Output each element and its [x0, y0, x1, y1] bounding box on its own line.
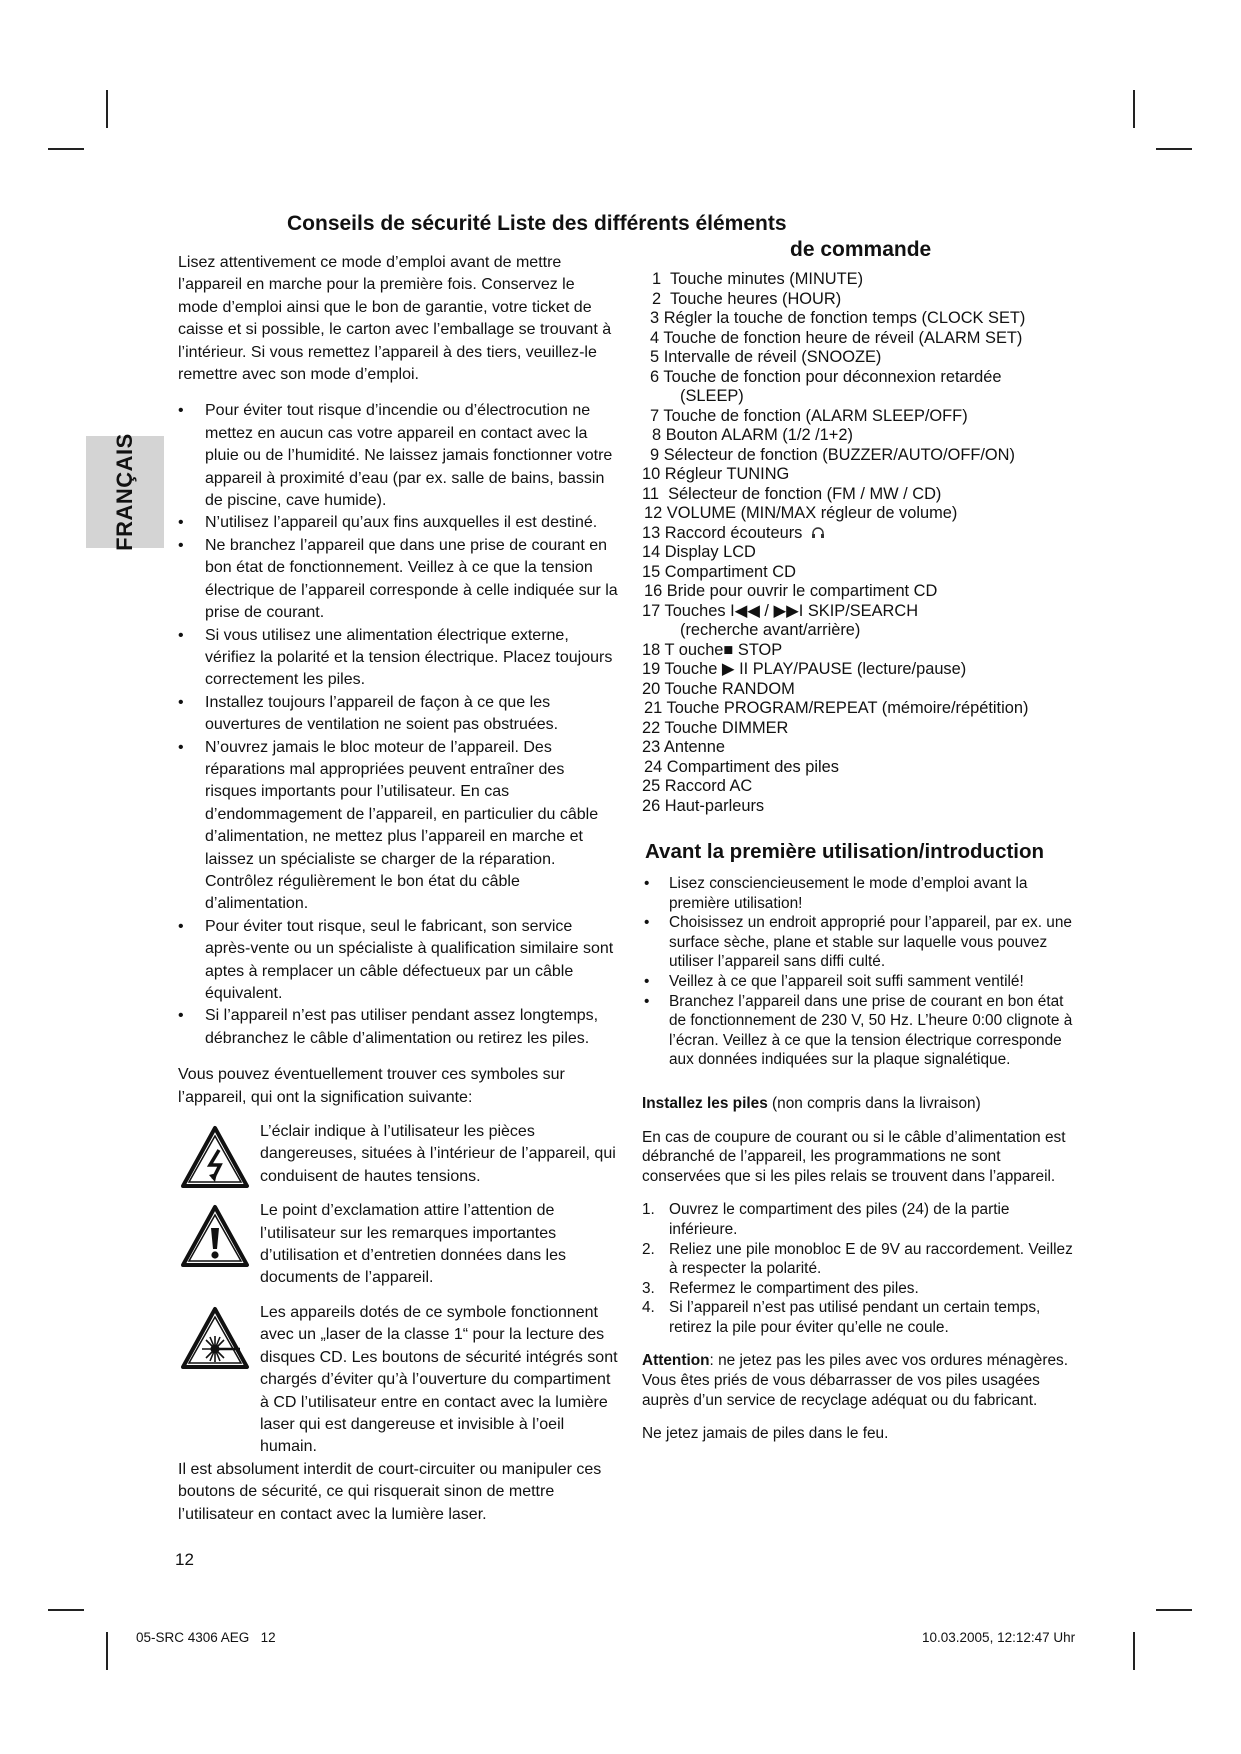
list-item: 2. Reliez une pile monobloc E de 9V au raccordement. Veillez à respecter la polarité. [642, 1240, 1073, 1278]
list-item: • Si vous utilisez une alimentation électrique externe, vérifiez la polarité et la tension électrique. Placez toujours correctement les piles. [178, 625, 618, 692]
list-item: • Ne branchez l’appareil que dans une prise de courant en bon état de fonctionnement. Veillez à ce que la tension électrique de l’appareil corresponde à celle indiquée sur la prise de courant. [178, 535, 618, 625]
list-item: 17 Touches I◀◀ / ▶▶I SKIP/SEARCH [642, 601, 919, 620]
list-item: 7 Touche de fonction (ALARM SLEEP/OFF) [650, 406, 968, 425]
first-use-section [642, 874, 1082, 1444]
lightning-warning-icon [180, 1125, 250, 1189]
list-item: • Veillez à ce que l’appareil soit suffi samment ventilé! [642, 972, 1082, 992]
list-item: 2 Touche heures (HOUR) [652, 289, 842, 308]
fire-warning: Ne jetez jamais de piles dans le feu. [642, 1425, 889, 1443]
list-item: 3 Régler la touche de fonction temps (CLOCK SET) [650, 309, 1026, 327]
list-item: 11 Sélecteur de fonction (FM / MW / CD) [642, 484, 942, 503]
attention-label: Attention [642, 1352, 710, 1370]
symbol-text: Les appareils dotés de ce symbole fonctionnent avec un „laser de la classe 1“ pour la lecture des disques CD. Les boutons de sécurité intégrés sont chargés d’éviter qu’à l’ouverture du compartiment à CD l’utilisateur entre en contact avec la lumière laser qui est dangereuse et invisible à l’oeil humain. [260, 1303, 618, 1456]
batteries-title: Installez les piles [642, 1094, 768, 1112]
page-title: Conseils de sécurité Liste des différents éléments [287, 212, 787, 235]
attention-text: : ne jetez pas les piles avec vos ordures ménagères. Vous êtes priés de vous débarrasser de vos piles usagées auprès d’un service de recyclage adéquat ou du fabricant. [642, 1352, 1068, 1409]
symbols-intro: Vous pouvez éventuellement trouver ces symboles sur l’appareil, qui ont la signification suivante: [178, 1066, 565, 1106]
list-item: 6 Touche de fonction pour déconnexion retardée [650, 367, 1002, 386]
crop-mark [48, 148, 84, 150]
crop-mark [1133, 90, 1135, 128]
list-item: 14 Display LCD [642, 543, 756, 561]
list-item: 23 Antenne [642, 738, 725, 756]
batteries-heading [642, 1094, 1082, 1114]
list-item: 16 Bride pour ouvrir le compartiment CD [644, 582, 938, 600]
list-item: 10 Régleur TUNING [642, 465, 790, 483]
list-item: 25 Raccord AC [642, 777, 753, 795]
safety-closing: Il est absolument interdit de court-circuiter ou manipuler ces boutons de sécurité, ce qui risquerait sinon de mettre l’utilisateur en contact avec la lumière laser. [178, 1460, 602, 1523]
headphones-icon [811, 527, 825, 539]
first-use-heading: Avant la première utilisation/introduction [645, 840, 1045, 863]
safety-intro: Lisez attentivement ce mode d’emploi avant de mettre l’appareil en marche pour la première fois. Conservez le mode d’emploi ainsi que le bon de garantie, votre ticket de caisse et si possible, le carton avec l’emballage se trouvant à l’intérieur. Si vous remettez l’appareil à des tiers, veuillez-le remettre avec son mode d’emploi. [178, 254, 612, 384]
symbol-row-lightning [178, 1121, 618, 1188]
list-item: 5 Intervalle de réveil (SNOOZE) [650, 348, 882, 366]
list-item: (SLEEP) [680, 387, 744, 405]
symbol-row-exclamation [178, 1200, 618, 1290]
batteries-intro: En cas de coupure de courant ou si le câble d’alimentation est débranché de l’appareil, les programmations ne sont conservées que si les piles relais se trouvent dans l’appareil. [642, 1128, 1066, 1185]
list-item: 20 Touche RANDOM [642, 679, 795, 698]
list-item: 19 Touche ▶ II PLAY/PAUSE (lecture/pause) [642, 660, 967, 678]
list-item: • N’ouvrez jamais le bloc moteur de l’appareil. Des réparations mal appropriées peuvent entraîner des risques importants pour l’utilisateur. En cas d’endommagement de l’appareil, en particulier du câble d’alimentation, ne mettez plus l’appareil en marche et laissez un spécialiste se charger de la réparation. Contrôlez régulièrement le bon état du câble d’alimentation. [178, 737, 618, 916]
laser-warning-icon [180, 1306, 250, 1370]
safety-bullet-list [178, 400, 618, 1050]
batteries-note: (non compris dans la livraison) [772, 1094, 981, 1112]
list-item: 8 Bouton ALARM (1/2 /1+2) [652, 426, 853, 444]
crop-mark [106, 1632, 108, 1670]
crop-mark [1156, 1609, 1192, 1611]
symbol-text: Le point d’exclamation attire l’attention de l’utilisateur sur les remarques importantes d’utilisation et d’entretien données dans les documents de l’appareil. [260, 1202, 566, 1287]
list-item: • N’utilisez l’appareil qu’aux fins auxquelles il est destiné. [178, 512, 618, 534]
list-item: • Pour éviter tout risque, seul le fabricant, son service après-vente ou un spécialiste à qualification similaire sont aptes à remplacer un câble défectueux par un câble équivalent. [178, 916, 618, 1006]
exclamation-warning-icon [180, 1204, 250, 1268]
symbol-text: L’éclair indique à l’utilisateur les pièces dangereuses, situées à l’intérieur de l’appareil, qui conduisent de hautes tensions. [260, 1123, 616, 1185]
first-use-bullet-list [642, 874, 1082, 1070]
list-item: 1 Touche minutes (MINUTE) [652, 270, 864, 288]
list-item: 3. Refermez le compartiment des piles. [642, 1279, 919, 1297]
language-tab [86, 433, 164, 551]
list-item: 12 VOLUME (MIN/MAX régleur de volume) [644, 504, 958, 522]
list-item: • Installez toujours l’appareil de façon à ce que les ouvertures de ventilation ne soient pas obstruées. [178, 692, 618, 737]
list-item: • Si l’appareil n’est pas utiliser pendant assez longtemps, débranchez le câble d’alimentation ou retirez les piles. [178, 1005, 618, 1050]
battery-steps [642, 1200, 1082, 1337]
footer-timestamp: 10.03.2005, 12:12:47 Uhr [922, 1630, 1076, 1645]
list-item: 1. Ouvrez le compartiment des piles (24) de la partie inférieure. [642, 1201, 1010, 1238]
crop-mark [106, 90, 108, 128]
list-item: • Pour éviter tout risque d’incendie ou d’électrocution ne mettez en aucun cas votre appareil en contact avec la pluie ou de l’humidité. Ne laissez jamais fonctionner votre appareil à proximité d’eau (par ex. salle de bains, bassin de piscine, cave humide). [178, 400, 618, 512]
list-item: 15 Compartiment CD [642, 562, 796, 581]
list-item: 24 Compartiment des piles [644, 757, 839, 776]
list-item: 22 Touche DIMMER [642, 718, 789, 737]
list-item: 13 Raccord écouteurs [640, 524, 1100, 544]
list-item: 4. Si l’appareil n’est pas utilisé pendant un certain temps, retirez la pile pour éviter qu’elle ne coule. [642, 1299, 1041, 1336]
list-item: 9 Sélecteur de fonction (BUZZER/AUTO/OFF/ON) [650, 445, 1015, 464]
list-item: 26 Haut-parleurs [642, 796, 765, 815]
controls-section [640, 270, 1100, 816]
list-item: 21 Touche PROGRAM/REPEAT (mémoire/répétition) [644, 699, 1029, 717]
list-item: 4 Touche de fonction heure de réveil (ALARM SET) [650, 328, 1023, 347]
crop-mark [1156, 148, 1192, 150]
list-item: • Branchez l’appareil dans une prise de courant en bon état de fonctionnement de 230 V, 50 Hz. L’heure 0:00 clignote à l’écran. Veillez à ce que la tension électrique corresponde aux données indiquées sur la plaque signalétique. [642, 992, 1082, 1070]
list-item: • Choisissez un endroit approprié pour l’appareil, par ex. une surface sèche, plane et stable sur laquelle vous pouvez utiliser l’appareil sans diffi culté. [642, 913, 1082, 972]
list-item: • Lisez consciencieusement le mode d’emploi avant la première utilisation! [642, 874, 1082, 913]
page-number: 12 [175, 1550, 194, 1569]
crop-mark [48, 1609, 84, 1611]
controls-list [640, 270, 1100, 816]
page-title-continuation: de commande [790, 238, 932, 261]
footer-file-info: 05-SRC 4306 AEG 12 [136, 1630, 276, 1645]
list-item: 18 T ouche■ STOP [642, 640, 783, 659]
language-tab-label: FRANÇAIS [112, 433, 137, 551]
list-item: (recherche avant/arrière) [680, 621, 861, 639]
attention-paragraph [642, 1351, 1082, 1410]
safety-section [178, 252, 618, 1526]
symbol-row-laser [178, 1302, 618, 1459]
crop-mark [1133, 1632, 1135, 1670]
